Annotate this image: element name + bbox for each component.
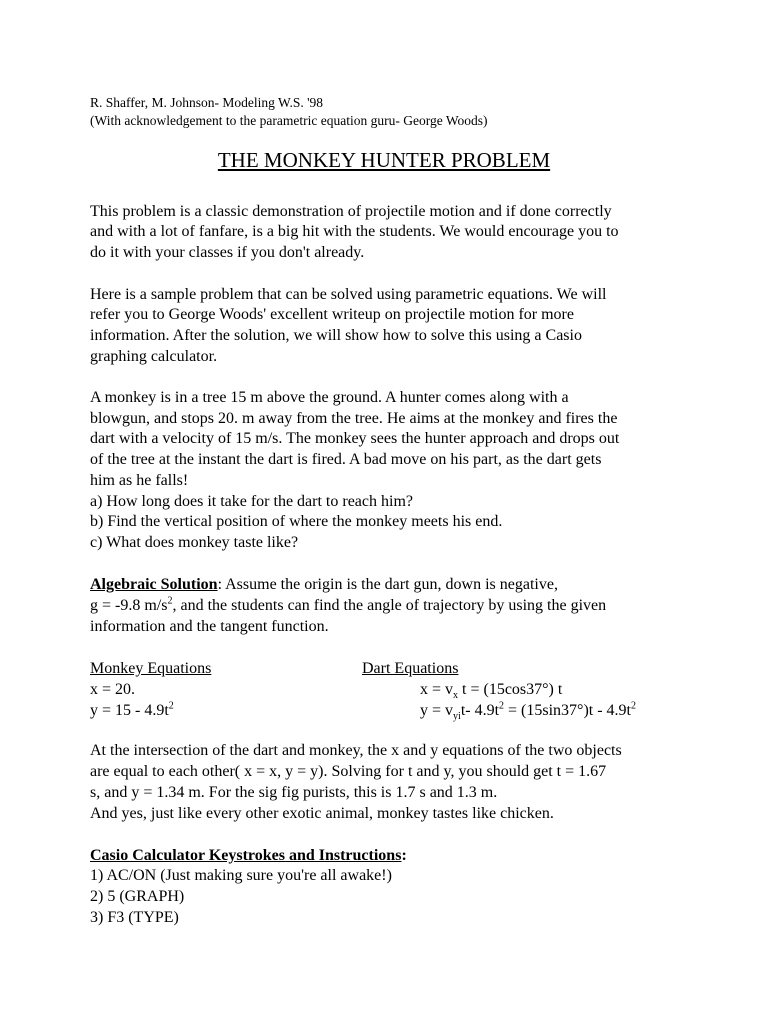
problem-line: blowgun, and stops 20. m away from the tree. He aims at the monkey and fires the xyxy=(90,410,618,427)
casio-heading: Casio Calculator Keystrokes and Instructions xyxy=(90,847,402,864)
monkey-x-equation: x = 20. xyxy=(90,681,136,698)
problem-line: A monkey is in a tree 15 m above the ground. A hunter comes along with a xyxy=(90,389,569,406)
acknowledgement-line: (With acknowledgement to the parametric equation guru- George Woods) xyxy=(90,113,488,128)
question-a: a) How long does it take for the dart to reach him? xyxy=(90,493,413,510)
sample-line: refer you to George Woods' excellent writeup on projectile motion for more xyxy=(90,306,574,323)
monkey-equations-heading: Monkey Equations xyxy=(90,660,212,677)
question-c: c) What does monkey taste like? xyxy=(90,534,299,551)
intro-line: do it with your classes if you don't already. xyxy=(90,244,365,261)
algebraic-line-2: g = -9.8 $m/s^2$, and the students can find the angle of trajectory by using the given xyxy=(90,595,607,614)
sample-line: Here is a sample problem that can be solved using parametric equations. We will xyxy=(90,286,607,303)
problem-line: him as he falls! xyxy=(90,472,189,489)
dart-x-equation: $x = v_x$ t = (15cos37°) t xyxy=(420,681,563,702)
authors-line: R. Shaffer, M. Johnson- Modeling W.S. '98 xyxy=(90,95,324,110)
intro-line: This problem is a classic demonstration of projectile motion and if done correctly xyxy=(90,203,612,220)
intersection-line: are equal to each other( x = x, y = y). Solving for t and y, you should get t = 1.67 xyxy=(90,763,607,780)
intro-line: and with a lot of fanfare, is a big hit with the students. We would encourage you to xyxy=(90,223,619,240)
sample-line: information. After the solution, we will show how to solve this using a Casio xyxy=(90,327,582,344)
intersection-line: And yes, just like every other exotic animal, monkey tastes like chicken. xyxy=(90,805,554,822)
casio-step: 3) F3 (TYPE) xyxy=(90,909,179,926)
intersection-line: At the intersection of the dart and monkey, the x and y equations of the two objects xyxy=(90,742,622,759)
algebraic-heading: Algebraic Solution xyxy=(90,576,218,593)
algebraic-line-3: information and the tangent function. xyxy=(90,618,329,635)
casio-step: 1) AC/ON (Just making sure you're all awake!) xyxy=(90,867,392,884)
sample-line: graphing calculator. xyxy=(90,348,218,365)
problem-line: of the tree at the instant the dart is fired. A bad move on his part, as the dart gets xyxy=(90,451,602,468)
dart-equations-heading: Dart Equations xyxy=(362,660,459,677)
algebraic-line-1: Algebraic Solution: Assume the origin is the dart gun, down is negative, xyxy=(90,576,558,593)
question-b: b) Find the vertical position of where the monkey meets his end. xyxy=(90,513,503,530)
dart-y-equation: $y = v_{yi}t-$ $4.9t^2 = (15\sin 37^\circ)t - 4.9t^2$ xyxy=(420,700,636,723)
page-title: THE MONKEY HUNTER PROBLEM xyxy=(217,148,551,172)
problem-line: dart with a velocity of 15 m/s. The monkey sees the hunter approach and drops out xyxy=(90,430,620,447)
monkey-y-equation: $y = 15 - 4.9t^2$ xyxy=(90,700,174,719)
casio-heading-line: Casio Calculator Keystrokes and Instructions: xyxy=(90,847,407,864)
casio-step: 2) 5 (GRAPH) xyxy=(90,888,185,905)
intersection-line: s, and y = 1.34 m. For the sig fig purists, this is 1.7 s and 1.3 m. xyxy=(90,784,498,801)
